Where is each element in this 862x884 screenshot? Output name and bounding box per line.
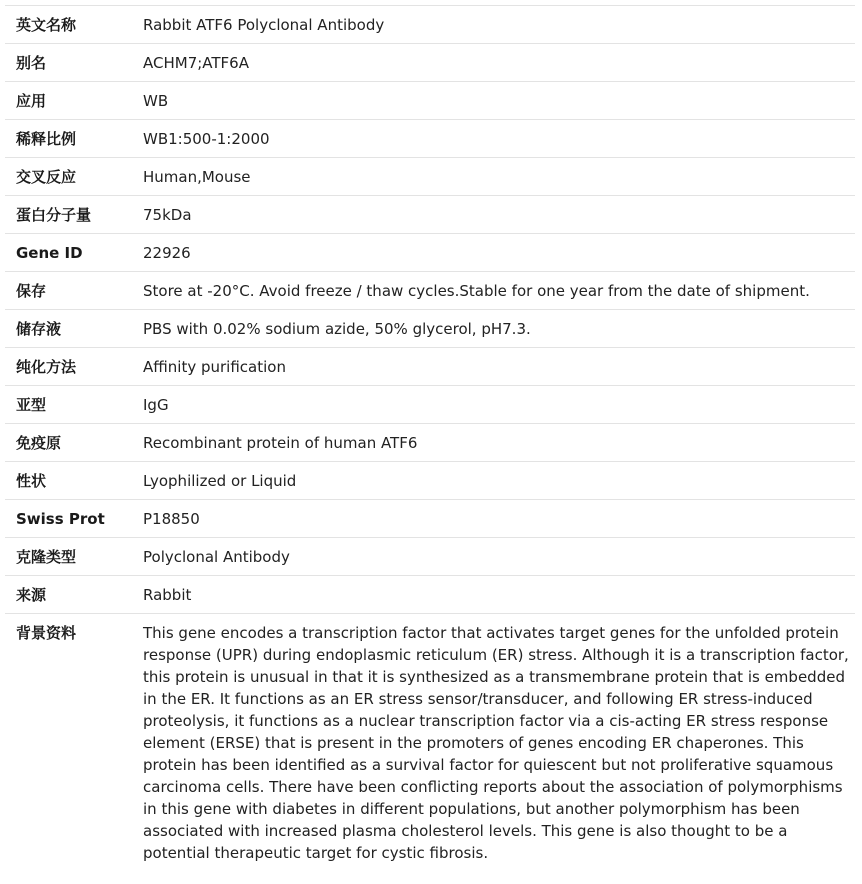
product-spec-table: [5, 5, 855, 864]
spec-label: 克隆类型: [16, 548, 77, 566]
spec-value: IgG: [143, 396, 169, 414]
spec-value: WB: [143, 92, 169, 110]
spec-row-purification: [5, 348, 855, 386]
spec-label: 性状: [16, 472, 47, 490]
spec-row-isotype: [5, 386, 855, 424]
spec-value: Polyclonal Antibody: [143, 548, 290, 566]
spec-label: Swiss Prot: [16, 510, 105, 528]
spec-row-swiss-prot: [5, 500, 855, 538]
spec-value: Lyophilized or Liquid: [143, 472, 297, 490]
spec-row-storage-buffer: [5, 310, 855, 348]
spec-value: PBS with 0.02% sodium azide, 50% glycerol, pH7.3.: [143, 320, 531, 338]
spec-label: Gene ID: [16, 244, 83, 262]
spec-value: Store at -20°C. Avoid freeze / thaw cycles.Stable for one year from the date of shipment.: [143, 282, 810, 300]
spec-label: 亚型: [16, 396, 47, 414]
spec-row-reactivity: [5, 158, 855, 196]
spec-row-storage: [5, 272, 855, 310]
spec-row-background: [5, 614, 855, 864]
spec-value: WB1:500-1:2000: [143, 130, 270, 148]
background-description: This gene encodes a transcription factor that activates target genes for the unfolded protein response (UPR) during endoplasmic reticulum (ER) stress. Although it is a transcription factor, this protein is unusual in that it is synthesized as a transmembrane protein that is embedded in the ER. It functions as an ER stress sensor/transducer, and following ER stress-induced proteolysis, it functions as a nuclear transcription factor via a cis-acting ER stress response element (ERSE) that is present in the promoters of genes encoding ER chaperones. This protein has been identified as a survival factor for quiescent but not proliferative squamous carcinoma cells. There have been conflicting reports about the association of polymorphisms in this gene with diabetes in different populations, but another polymorphism has been associated with increased plasma cholesterol levels. This gene is also thought to be a potential therapeutic target for cystic fibrosis.: [143, 624, 849, 862]
spec-label: 英文名称: [16, 16, 77, 34]
spec-value: Human,Mouse: [143, 168, 251, 186]
spec-label: 蛋白分子量: [16, 206, 92, 224]
spec-label: 应用: [16, 92, 47, 110]
spec-row-gene-id: [5, 234, 855, 272]
spec-row-form: [5, 462, 855, 500]
spec-row-alias: [5, 44, 855, 82]
spec-row-host: [5, 576, 855, 614]
spec-row-application: [5, 82, 855, 120]
spec-label: 稀释比例: [16, 130, 77, 148]
spec-label: 免疫原: [16, 434, 62, 452]
spec-value: ACHM7;ATF6A: [143, 54, 249, 72]
spec-label: 来源: [16, 586, 47, 604]
spec-value: 22926: [143, 244, 191, 262]
spec-label: 交叉反应: [16, 168, 77, 186]
spec-row-molecular-weight: [5, 196, 855, 234]
spec-row-clonality: [5, 538, 855, 576]
spec-row-dilution: [5, 120, 855, 158]
spec-label: 别名: [16, 54, 47, 72]
spec-value: Recombinant protein of human ATF6: [143, 434, 418, 452]
spec-label: 储存液: [16, 320, 62, 338]
spec-row-english-name: [5, 6, 855, 44]
spec-label: 背景资料: [16, 624, 77, 642]
spec-row-immunogen: [5, 424, 855, 462]
spec-value: Affinity purification: [143, 358, 286, 376]
spec-label: 纯化方法: [16, 358, 77, 376]
spec-value: Rabbit ATF6 Polyclonal Antibody: [143, 16, 385, 34]
spec-value: 75kDa: [143, 206, 192, 224]
spec-label: 保存: [16, 282, 47, 300]
spec-value: Rabbit: [143, 586, 192, 604]
spec-value: P18850: [143, 510, 200, 528]
